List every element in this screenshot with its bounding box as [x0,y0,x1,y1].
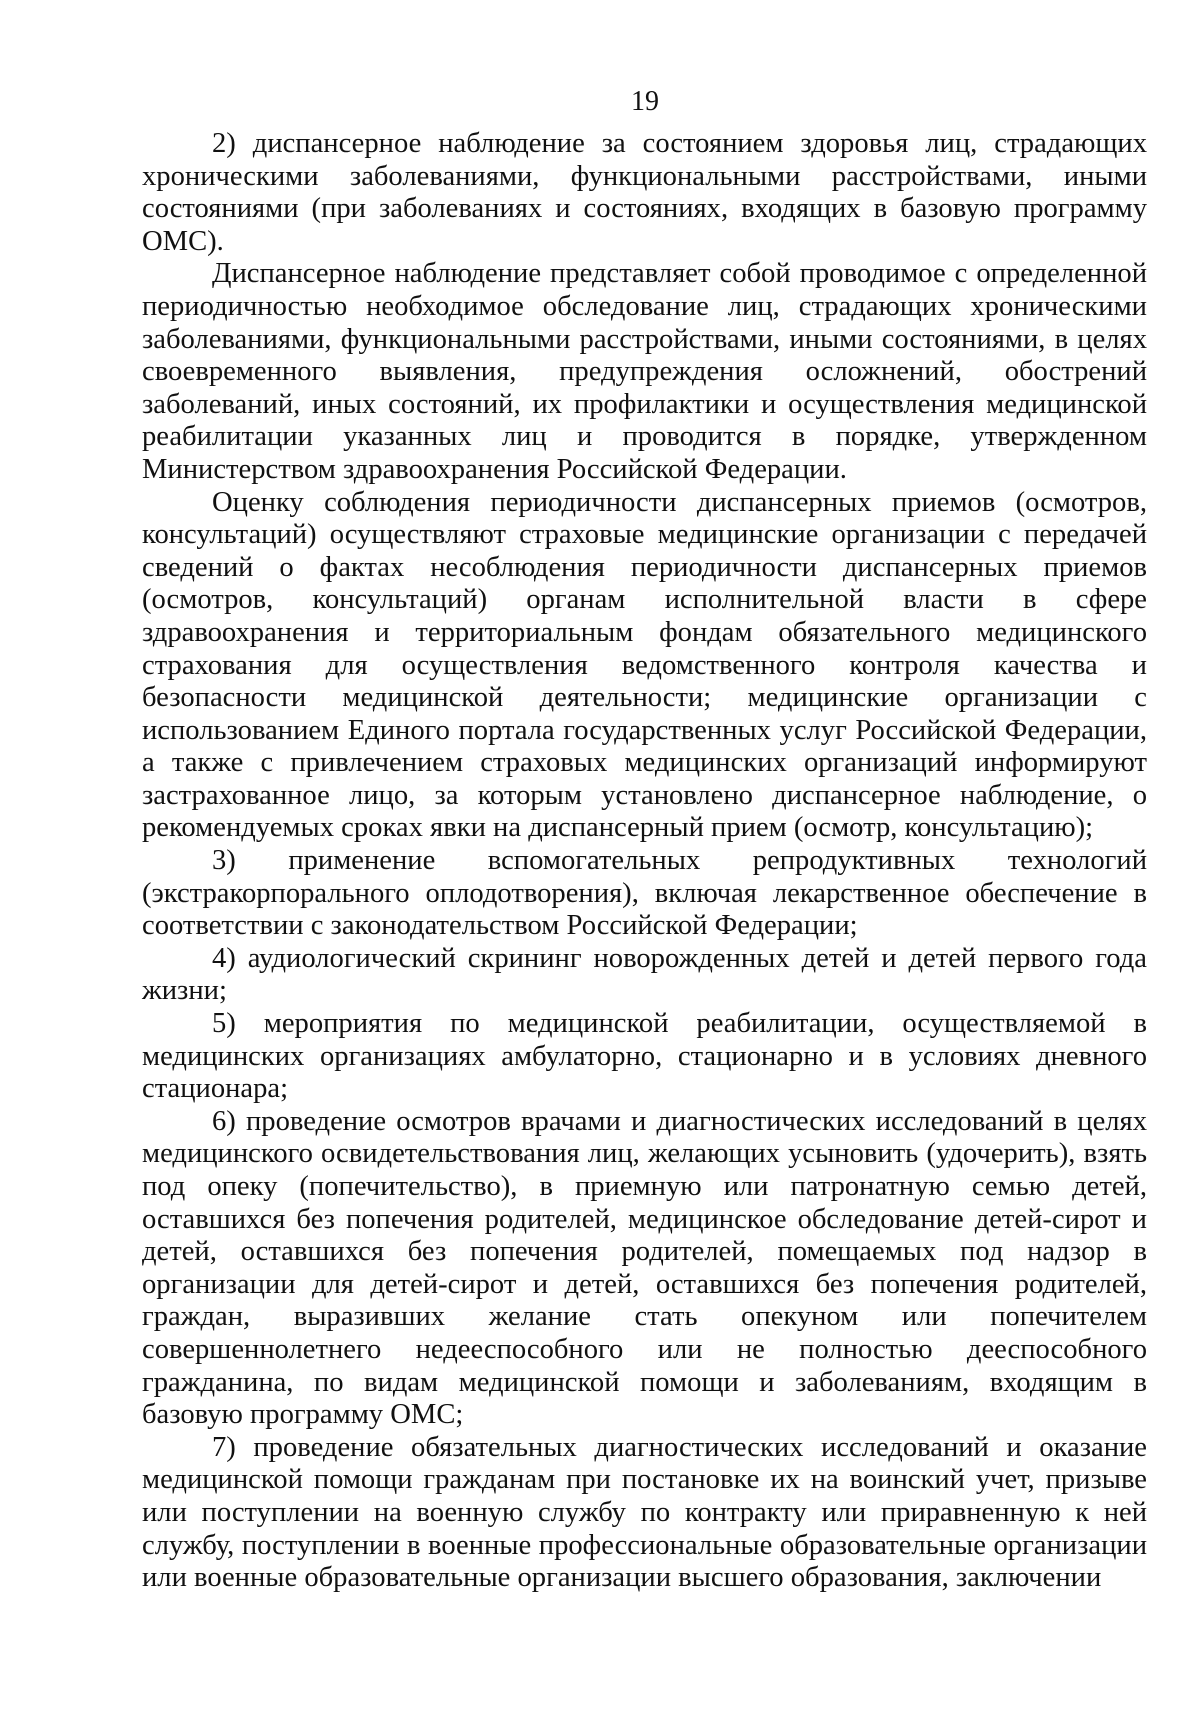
paragraph-dispensary-definition: Диспансерное наблюдение представляет собой проводимое с определенной периодичностью необходимое обследование лиц, страдающих хроническими заболеваниями, функциональными расстройствами, иными состояниями, в целях своевременного выявления, предупреждения осложнений, обострений заболеваний, иных состояний, их профилактики и осуществления медицинской реабилитации указанных лиц и проводится в порядке, утвержденном Министерством здравоохранения Российской Федерации. [142,258,1147,485]
document-body [142,128,1147,1595]
page-number: 19 [631,86,659,117]
paragraph-item-4-audiological-screening: 4) аудиологический скрининг новорожденных детей и детей первого года жизни; [142,942,1147,1007]
paragraph-item-6-examinations-adoption: 6) проведение осмотров врачами и диагностических исследований в целях медицинского освидетельствования лиц, желающих усыновить (удочерить), взять под опеку (попечительство), в приемную или патронатную семью детей, оставшихся без попечения родителей, медицинское обследование детей-сирот и детей, оставшихся без попечения родителей, помещаемых под надзор в организации для детей-сирот и детей, оставшихся без попечения родителей, граждан, выразивших желание стать опекуном или попечителем совершеннолетнего недееспособного или не полностью дееспособного гражданина, по видам медицинской помощи и заболеваниям, входящим в базовую программу ОМС; [142,1105,1147,1431]
paragraph-item-2-dispensary-observation: 2) диспансерное наблюдение за состоянием здоровья лиц, страдающих хроническими заболеваниями, функциональными расстройствами, иными состояниями (при заболеваниях и состояниях, входящих в базовую программу ОМС). [142,128,1147,257]
paragraph-item-5-medical-rehabilitation: 5) мероприятия по медицинской реабилитации, осуществляемой в медицинских организациях амбулаторно, стационарно и в условиях дневного стационара; [142,1008,1147,1105]
paragraph-item-3-reproductive-technologies: 3) применение вспомогательных репродуктивных технологий (экстракорпорального оплодотворения), включая лекарственное обеспечение в соответствии с законодательством Российской Федерации; [142,845,1147,942]
paragraph-item-7-military-registration: 7) проведение обязательных диагностических исследований и оказание медицинской помощи гражданам при постановке их на воинский учет, призыве или поступлении на военную службу по контракту или приравненную к ней службу, поступлении в военные профессиональные образовательные организации или военные образовательные организации высшего образования, заключении [142,1431,1147,1594]
paragraph-periodicity-assessment: Оценку соблюдения периодичности диспансерных приемов (осмотров, консультаций) осуществляют страховые медицинские организации с передачей сведений о фактах несоблюдения периодичности диспансерных приемов (осмотров, консультаций) органам исполнительной власти в сфере здравоохранения и территориальным фондам обязательного медицинского страхования для осуществления ведомственного контроля качества и безопасности медицинской деятельности; медицинские организации с использованием Единого портала государственных услуг Российской Федерации, а также с привлечением страховых медицинских организаций информируют застрахованное лицо, за которым установлено диспансерное наблюдение, о рекомендуемых сроках явки на диспансерный прием (осмотр, консультацию); [142,486,1147,844]
